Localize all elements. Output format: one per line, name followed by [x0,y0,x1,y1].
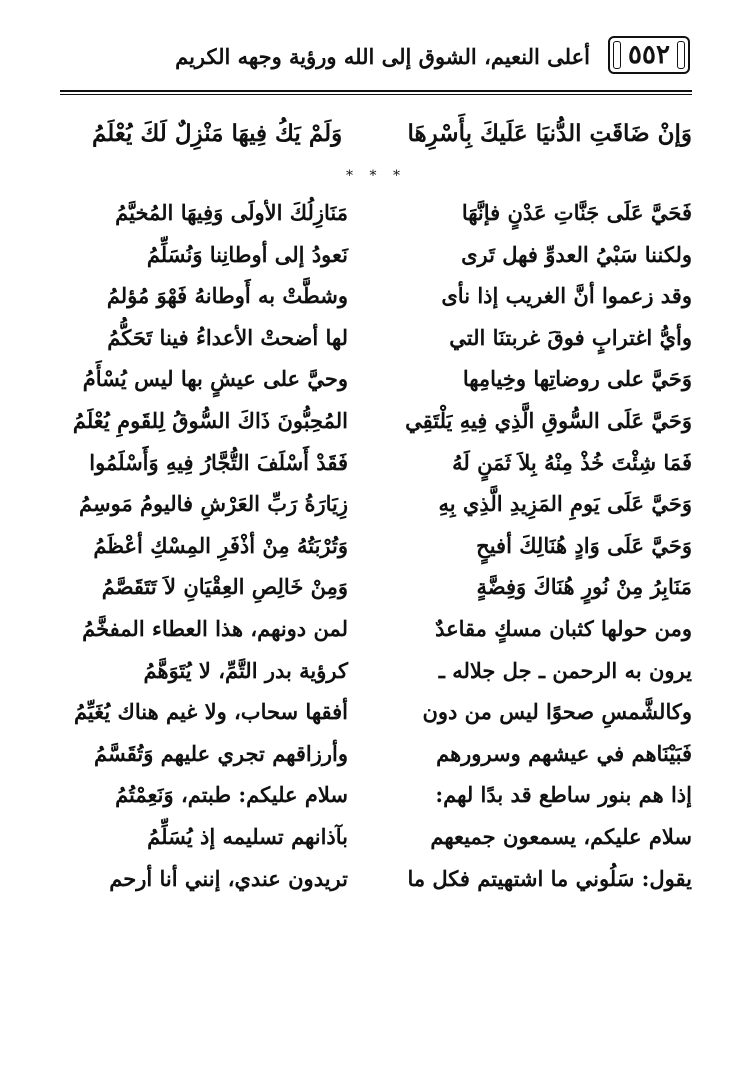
verse-right-hemistich: وقد زعموا أنَّ الغريب إذا نأى [441,283,692,309]
verse-left-hemistich: بآذانهم تسليمه إذ يُسَلِّمُ [147,823,348,849]
verse-right-hemistich: إذا هم بنور ساطع قد بدًا لهم: [435,782,692,808]
verse-right-hemistich: وكالشَّمسِ صحوًا ليس من دون [422,699,692,725]
verse-right-hemistich: ومن حولها كثبان مسكٍ مقاعدٌ [435,615,692,641]
verse-right-hemistich: فَحَيَّ عَلَى جَنَّاتِ عَدْنٍ فإنَّهَا [461,200,692,225]
opening-verse-left-hemistich: وَلَمْ يَكُ فِيهَا مَنْزِلٌ لَكَ يُعْلَمُ [92,120,343,147]
verse-right-hemistich: وَحَيَّ عَلَى يَومِ المَزِيدِ الَّذِي بِهِ [438,491,692,517]
verse-right-hemistich: ولكننا سَبْيُ العدوِّ فهل تَرى [461,241,692,267]
verse-right-hemistich: وأيُّ اغترابٍ فوقَ غربتنَا التي [449,324,692,350]
verse-left-hemistich: مَنَازِلُكَ الأولَى وَفِيهَا المُخيَّمُ [115,200,348,225]
verse-right-hemistich: فَمَا شِئْتَ خُذْ مِنْهُ بِلاَ ثَمَنٍ لَهُ [452,449,692,475]
running-title: أعلى النعيم، الشوق إلى الله ورؤية وجهه الكريم [175,44,590,69]
verse-left-hemistich: لمن دونهم، هذا العطاء المفخَّمُ [82,615,348,641]
opening-verse [60,112,692,156]
verse-left-hemistich: وَمِنْ خَالِصِ العِقْيَانِ لاَ تَتَقَصَّمُ [101,574,348,600]
verse-right-hemistich: وَحَيَّ عَلَى السُّوقِ الَّذِي فِيهِ يَلْتَقِي [405,407,692,433]
verse-left-hemistich: سلام عليكم: طبتم، وَنَعِمْتُمُ [115,782,348,808]
verse-left-hemistich: تريدون عندي، إنني أنا أرحم [109,865,348,891]
verse-left-hemistich: وَتُرْبَتُهُ مِنْ أذْفَرِ المِسْكِ أعْظَمُ [93,532,348,558]
verse-left-hemistich: نَعودُ إلى أوطانِنا وَنُسَلِّمُ [146,241,348,267]
verse-right-hemistich: فَبَيْنَاهم في عيشهم وسرورهم [436,740,692,766]
right-hemistich-column [392,192,692,899]
header-rule-thin [60,94,692,95]
verse-right-hemistich: يرون به الرحمن ـ جل جلاله ـ [438,657,692,683]
verse-left-hemistich: وشطَّتْ به أَوطانهُ فَهْوَ مُؤلمُ [106,283,348,309]
verse-left-hemistich: المُحِبُّونَ ذَاكَ السُّوقُ لِلقَومِ يُعْلَمُ [72,407,348,433]
left-hemistich-column [60,192,360,899]
verse-left-hemistich: وحيَّ على عيشٍ بها ليس يُسْأَمُ [82,366,348,392]
opening-verse-right-hemistich: وَإنْ ضَاقَتِ الدُّنيَا عَلَيكَ بِأَسْرِهَا [407,120,692,147]
page-header [60,30,690,78]
verse-right-hemistich: يقول: سَلُوني ما اشتهيتم فكل ما [407,865,692,891]
verse-right-hemistich: وَحَيَّ على روضاتِها وخِيامِها [462,366,692,392]
verse-left-hemistich: وأرزاقهم تجري عليهم وَتُقَسَّمُ [94,740,348,766]
verse-left-hemistich: أفقها سحاب، ولا غيم هناك يُغَيِّمُ [73,699,348,725]
header-rule [60,90,692,92]
verse-right-hemistich: وَحَيَّ عَلَى وَادٍ هُنَالِكَ أفيحٍ [476,532,692,558]
page-number: ٥٥٢ [608,36,690,74]
section-separator: * * * [346,168,406,184]
verse-left-hemistich: لها أضحتْ الأعداءُ فينا تَحَكُّمُ [107,324,348,350]
verse-left-hemistich: فَقَدْ أَسْلَفَ التُّجَّارُ فِيهِ وَأَسْلَمُوا [89,449,348,475]
poem-body [60,192,692,952]
verse-left-hemistich: كرؤية بدر التَّمِّ، لا يُتَوَهَّمُ [143,657,348,683]
verse-left-hemistich: زِيَارَةُ رَبِّ العَرْشِ فاليومُ مَوسِمُ [79,491,348,517]
verse-right-hemistich: سلام عليكم، يسمعون جميعهم [430,823,692,849]
verse-right-hemistich: مَنَابِرُ مِنْ نُورٍ هُنَاكَ وَفِضَّةٍ [476,574,692,600]
